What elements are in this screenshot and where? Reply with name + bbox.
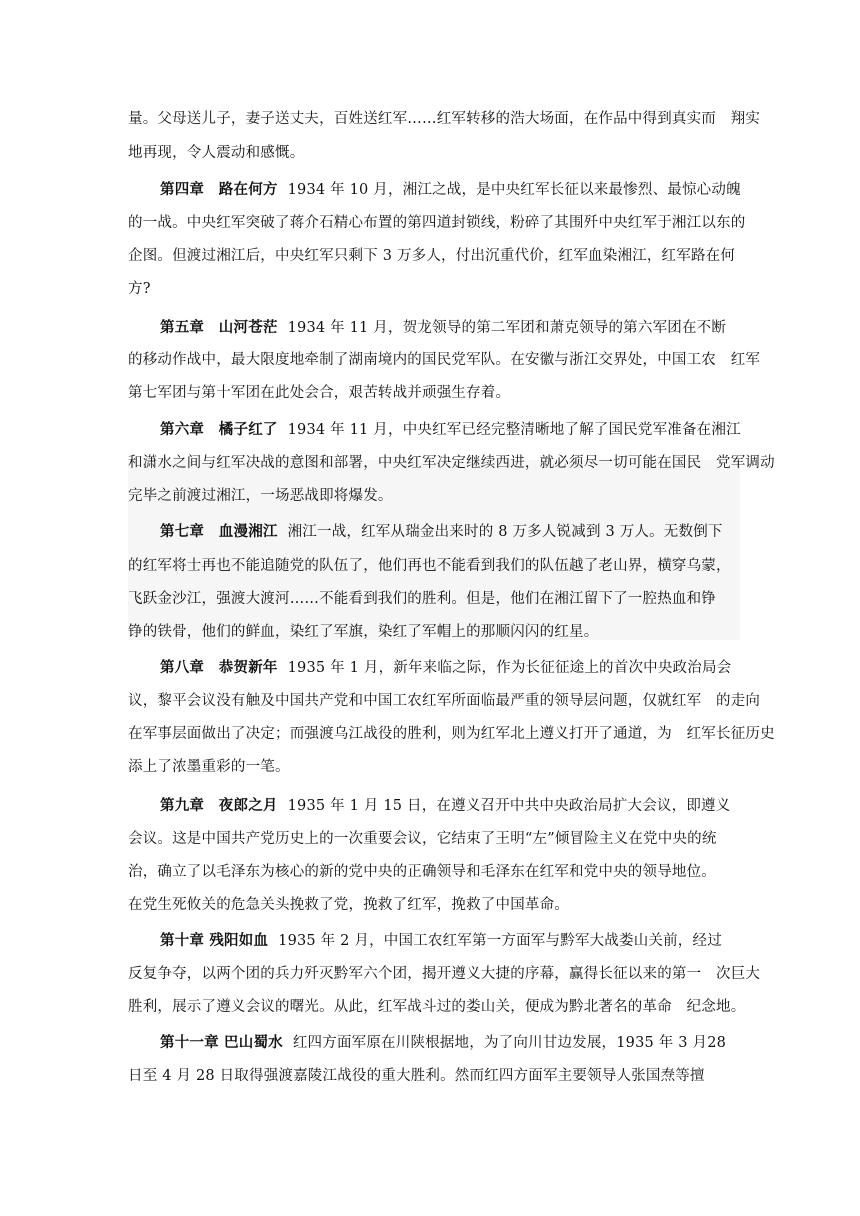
paragraph-line	[128, 278, 151, 300]
paragraph-line	[128, 690, 760, 712]
paragraph-text: 1934 年 10 月，湘江之战，是中央红军长征以来最惨烈、最惊心动魄	[287, 182, 741, 198]
paragraph-text: 企图。但渡过湘江后，中央红军只剩下 3 万多人，付出沉重代价，红军血染湘江，红军路在何	[128, 248, 736, 264]
paragraph-text: 地再现，令人震动和感慨。	[128, 145, 305, 161]
chapter-title: 第九章 夜郎之月	[160, 798, 278, 814]
paragraph-text: 第七军团与第十军团在此处会合，艰苦转战并顽强生存着。	[128, 385, 511, 401]
paragraph-line	[128, 963, 760, 985]
paragraph-text: 量。父母送儿子，妻子送丈夫，百姓送红军……红军转移的浩大场面，在作品中得到真实而 翔实	[128, 111, 761, 127]
paragraph-line	[128, 349, 760, 371]
chapter-title: 第五章 山河苍茫	[160, 320, 278, 336]
paragraph-line	[128, 245, 735, 267]
paragraph-text: 的一战。中央红军突破了蒋介石精心布置的第四道封锁线，粉碎了其围歼中央红军于湘江以东的	[128, 215, 746, 231]
paragraph-line	[128, 996, 745, 1018]
paragraph-text: 会议。这是中国共产党历史上的一次重要会议，它结束了王明“左”倾冒险主义在党中央的统	[128, 831, 717, 847]
paragraph-text: 在党生死攸关的危急关头挽救了党，挽救了红军，挽救了中国革命。	[128, 897, 569, 913]
paragraph-line	[160, 521, 723, 543]
paragraph-line	[160, 795, 730, 817]
paragraph-line	[128, 452, 775, 474]
chapter-title: 第十章 残阳如血	[160, 933, 269, 949]
paragraph-text: 铮的铁骨，他们的鲜血，染红了军旗，染红了军帽上的那顺闪闪的红星。	[128, 624, 599, 640]
paragraph-line	[128, 142, 304, 164]
paragraph-text: 1934 年 11 月，中央红军已经完整清晰地了解了国民党军准备在湘江	[287, 422, 741, 438]
paragraph-text: 1935 年 1 月 15 日，在遵义召开中共中央政治局扩大会议，即遵义	[287, 798, 731, 814]
paragraph-line	[128, 382, 510, 404]
paragraph-text: 方?	[128, 281, 151, 297]
paragraph-text: 议，黎平会议没有触及中国共产党和中国工农红军所面临最严重的领导层问题，仅就红军 的走向	[128, 693, 761, 709]
paragraph-line	[160, 930, 722, 952]
paragraph-line	[128, 485, 393, 507]
paragraph-line	[128, 894, 569, 916]
paragraph-text: 日至 4 月 28 日取得强渡嘉陵江战役的重大胜利。然而红四方面军主要领导人张国焘等擅	[128, 1068, 705, 1084]
paragraph-line	[128, 723, 775, 745]
paragraph-line	[128, 621, 598, 643]
paragraph-line	[128, 108, 760, 130]
paragraph-line	[160, 657, 731, 679]
paragraph-line	[160, 179, 741, 201]
paragraph-text: 红四方面军原在川陕根据地，为了向川甘边发展，1935 年 3 月28	[292, 1035, 727, 1051]
chapter-title: 第四章 路在何方	[160, 182, 278, 198]
paragraph-line	[160, 317, 726, 339]
paragraph-line	[128, 756, 290, 778]
paragraph-line	[128, 861, 716, 883]
paragraph-text: 湘江一战，红军从瑞金出来时的 8 万多人锐减到 3 万人。无数倒下	[287, 524, 723, 540]
paragraph-line	[128, 555, 731, 577]
paragraph-line	[128, 828, 717, 850]
paragraph-text: 和潇水之间与红军决战的意图和部署，中央红军决定继续西进，就必须尽一切可能在国民 党军调动	[128, 455, 775, 471]
paragraph-text: 添上了浓墨重彩的一笔。	[128, 759, 290, 775]
paragraph-text: 1935 年 1 月，新年来临之际，作为长征征途上的首次中央政治局会	[287, 660, 732, 676]
paragraph-text: 1934 年 11 月，贺龙领导的第二军团和萧克领导的第六军团在不断	[287, 320, 727, 336]
paragraph-text: 飞跃金沙江，强渡大渡河……不能看到我们的胜利。但是，他们在湘江留下了一腔热血和铮	[128, 591, 716, 607]
chapter-title: 第八章 恭贺新年	[160, 660, 278, 676]
paragraph-text: 的移动作战中，最大限度地牵制了湖南境内的国民党军队。在安徽与浙江交界处，中国工农 红军	[128, 352, 761, 368]
paragraph-line	[128, 1065, 705, 1087]
paragraph-text: 的红军将士再也不能追随党的队伍了，他们再也不能看到我们的队伍越了老山界，横穿乌蒙，	[128, 558, 731, 574]
paragraph-text: 完毕之前渡过湘江，一场恶战即将爆发。	[128, 488, 393, 504]
paragraph-text: 治，确立了以毛泽东为核心的新的党中央的正确领导和毛泽东在红军和党中央的领导地位。	[128, 864, 716, 880]
paragraph-line	[160, 419, 741, 441]
paragraph-line	[128, 588, 716, 610]
chapter-title: 第六章 橘子红了	[160, 422, 278, 438]
paragraph-text: 胜利，展示了遵义会议的曙光。从此，红军战斗过的娄山关，便成为黔北著名的革命 纪念地。	[128, 999, 746, 1015]
paragraph-text: 在军事层面做出了决定；而强渡乌江战役的胜利，则为红军北上遵义打开了通道，为 红军长征历史	[128, 726, 775, 742]
chapter-title: 第七章 血漫湘江	[160, 524, 278, 540]
paragraph-line	[160, 1032, 726, 1054]
paragraph-text: 1935 年 2 月，中国工农红军第一方面军与黔军大战娄山关前，经过	[278, 933, 722, 949]
paragraph-text: 反复争夺，以两个团的兵力歼灭黔军六个团，揭开遵义大捷的序幕，赢得长征以来的第一 次巨大	[128, 966, 761, 982]
paragraph-line	[128, 212, 745, 234]
chapter-title: 第十一章 巴山蜀水	[160, 1035, 283, 1051]
